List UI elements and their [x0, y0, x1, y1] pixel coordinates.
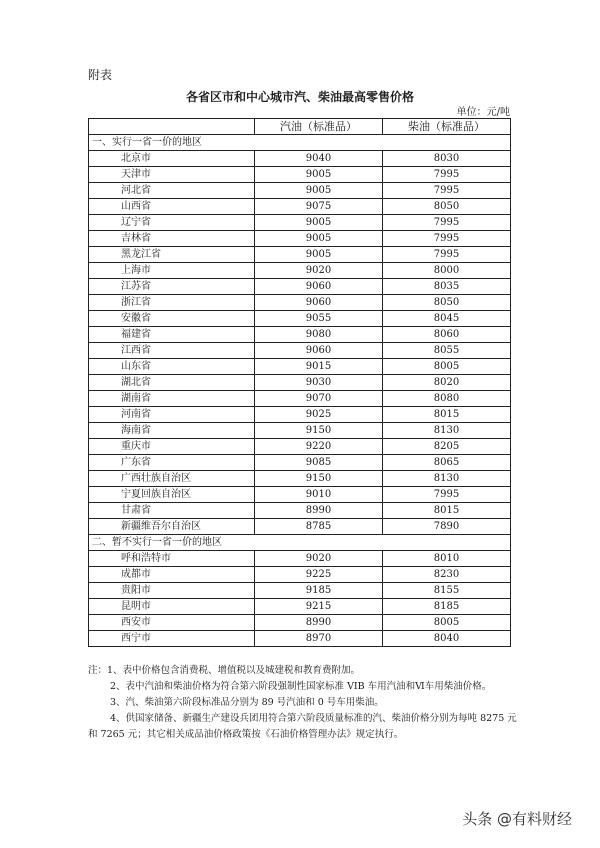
gasoline-price-cell: 9080 — [255, 327, 383, 343]
diesel-price-cell: 8000 — [383, 263, 511, 279]
table-row — [89, 423, 511, 439]
diesel-price-cell: 7995 — [383, 231, 511, 247]
table-header-row — [89, 119, 511, 135]
diesel-price-cell: 8010 — [383, 551, 511, 567]
region-cell: 天津市 — [89, 167, 255, 183]
region-cell: 重庆市 — [89, 439, 255, 455]
region-cell: 西宁市 — [89, 631, 255, 647]
header-gasoline: 汽油（标准品） — [255, 119, 383, 135]
diesel-price-cell: 7995 — [383, 167, 511, 183]
region-cell: 西安市 — [89, 615, 255, 631]
table-row — [89, 471, 511, 487]
table-row — [89, 167, 511, 183]
gasoline-price-cell: 9150 — [255, 471, 383, 487]
table-row — [89, 407, 511, 423]
table-row — [89, 295, 511, 311]
table-row — [89, 631, 511, 647]
gasoline-price-cell: 9010 — [255, 487, 383, 503]
note-2: 2、表中汽油和柴油价格为符合第六阶段强制性国家标准 VIB 车用汽油和Ⅵ车用柴油价格。 — [110, 681, 492, 692]
table-row — [89, 487, 511, 503]
region-cell: 呼和浩特市 — [89, 551, 255, 567]
table-row — [89, 567, 511, 583]
price-table — [88, 118, 511, 647]
table-row — [89, 503, 511, 519]
gasoline-price-cell: 9185 — [255, 583, 383, 599]
diesel-price-cell: 8130 — [383, 471, 511, 487]
gasoline-price-cell: 9060 — [255, 295, 383, 311]
diesel-price-cell: 8130 — [383, 423, 511, 439]
notes — [88, 663, 518, 743]
region-cell: 宁夏回族自治区 — [89, 487, 255, 503]
diesel-price-cell: 8065 — [383, 455, 511, 471]
table-row — [89, 439, 511, 455]
gasoline-price-cell: 8990 — [255, 615, 383, 631]
diesel-price-cell: 7995 — [383, 487, 511, 503]
note-1: 注：1、表中价格包含消费税、增值税以及城建税和教育费附加。 — [88, 665, 361, 676]
region-cell: 河北省 — [89, 183, 255, 199]
table-row — [89, 615, 511, 631]
diesel-price-cell: 8005 — [383, 359, 511, 375]
gasoline-price-cell: 9015 — [255, 359, 383, 375]
table-row — [89, 231, 511, 247]
gasoline-price-cell: 9005 — [255, 215, 383, 231]
table-row — [89, 599, 511, 615]
region-cell: 辽宁省 — [89, 215, 255, 231]
region-cell: 昆明市 — [89, 599, 255, 615]
gasoline-price-cell: 9020 — [255, 263, 383, 279]
table-row — [89, 327, 511, 343]
table-row — [89, 183, 511, 199]
diesel-price-cell: 8045 — [383, 311, 511, 327]
gasoline-price-cell: 9085 — [255, 455, 383, 471]
gasoline-price-cell: 8970 — [255, 631, 383, 647]
diesel-price-cell: 7890 — [383, 519, 511, 535]
table-row — [89, 199, 511, 215]
diesel-price-cell: 8015 — [383, 407, 511, 423]
diesel-price-cell: 8015 — [383, 503, 511, 519]
diesel-price-cell: 8205 — [383, 439, 511, 455]
section-row — [89, 135, 511, 151]
gasoline-price-cell: 9025 — [255, 407, 383, 423]
unit-label: 单位：元/吨 — [456, 107, 510, 118]
region-cell: 浙江省 — [89, 295, 255, 311]
diesel-price-cell: 8230 — [383, 567, 511, 583]
gasoline-price-cell: 9005 — [255, 247, 383, 263]
diesel-price-cell: 7995 — [383, 183, 511, 199]
gasoline-price-cell: 9070 — [255, 391, 383, 407]
region-cell: 江苏省 — [89, 279, 255, 295]
diesel-price-cell: 8050 — [383, 295, 511, 311]
region-cell: 吉林省 — [89, 231, 255, 247]
section-label: 一、实行一省一价的地区 — [89, 135, 511, 151]
table-row — [89, 343, 511, 359]
section-row — [89, 535, 511, 551]
region-cell: 上海市 — [89, 263, 255, 279]
attachment-label: 附表 — [88, 68, 113, 82]
region-cell: 福建省 — [89, 327, 255, 343]
table-row — [89, 311, 511, 327]
gasoline-price-cell: 9040 — [255, 151, 383, 167]
gasoline-price-cell: 9030 — [255, 375, 383, 391]
diesel-price-cell: 8005 — [383, 615, 511, 631]
section-label: 二、暂不实行一省一价的地区 — [89, 535, 511, 551]
region-cell: 成都市 — [89, 567, 255, 583]
region-cell: 广西壮族自治区 — [89, 471, 255, 487]
region-cell: 贵阳市 — [89, 583, 255, 599]
region-cell: 山西省 — [89, 199, 255, 215]
region-cell: 甘肃省 — [89, 503, 255, 519]
region-cell: 北京市 — [89, 151, 255, 167]
diesel-price-cell: 8185 — [383, 599, 511, 615]
gasoline-price-cell: 9220 — [255, 439, 383, 455]
gasoline-price-cell: 8785 — [255, 519, 383, 535]
region-cell: 江西省 — [89, 343, 255, 359]
header-region — [89, 119, 255, 135]
header-diesel: 柴油（标准品） — [383, 119, 511, 135]
diesel-price-cell: 7995 — [383, 247, 511, 263]
table-row — [89, 551, 511, 567]
table-row — [89, 247, 511, 263]
diesel-price-cell: 8035 — [383, 279, 511, 295]
table-row — [89, 455, 511, 471]
note-3: 3、汽、柴油第六阶段标准品分别为 89 号汽油和 0 号车用柴油。 — [110, 697, 384, 708]
table-row — [89, 583, 511, 599]
watermark: 头条 @有料财经 — [462, 810, 572, 828]
gasoline-price-cell: 9055 — [255, 311, 383, 327]
diesel-price-cell: 8020 — [383, 375, 511, 391]
table-row — [89, 279, 511, 295]
table-row — [89, 519, 511, 535]
diesel-price-cell: 8080 — [383, 391, 511, 407]
table-title: 各省区市和中心城市汽、柴油最高零售价格 — [185, 90, 414, 104]
table-row — [89, 263, 511, 279]
region-cell: 安徽省 — [89, 311, 255, 327]
diesel-price-cell: 8060 — [383, 327, 511, 343]
note-4: 4、供国家储备、新疆生产建设兵团用符合第六阶段质量标准的汽、柴油价格分别为每吨 8275 元和 7265 元；其它相关成品油价格政策按《石油价格管理办法》规定执行。 — [88, 713, 517, 740]
diesel-price-cell: 8050 — [383, 199, 511, 215]
gasoline-price-cell: 9005 — [255, 167, 383, 183]
table-row — [89, 375, 511, 391]
diesel-price-cell: 8155 — [383, 583, 511, 599]
region-cell: 海南省 — [89, 423, 255, 439]
gasoline-price-cell: 9005 — [255, 183, 383, 199]
table-row — [89, 151, 511, 167]
region-cell: 山东省 — [89, 359, 255, 375]
gasoline-price-cell: 9215 — [255, 599, 383, 615]
gasoline-price-cell: 9005 — [255, 231, 383, 247]
region-cell: 湖北省 — [89, 375, 255, 391]
table-row — [89, 215, 511, 231]
diesel-price-cell: 8030 — [383, 151, 511, 167]
gasoline-price-cell: 9060 — [255, 343, 383, 359]
region-cell: 河南省 — [89, 407, 255, 423]
diesel-price-cell: 8055 — [383, 343, 511, 359]
gasoline-price-cell: 9150 — [255, 423, 383, 439]
diesel-price-cell: 7995 — [383, 215, 511, 231]
region-cell: 新疆维吾尔自治区 — [89, 519, 255, 535]
table-row — [89, 359, 511, 375]
diesel-price-cell: 8040 — [383, 631, 511, 647]
gasoline-price-cell: 9060 — [255, 279, 383, 295]
gasoline-price-cell: 9075 — [255, 199, 383, 215]
table-row — [89, 391, 511, 407]
gasoline-price-cell: 9020 — [255, 551, 383, 567]
region-cell: 广东省 — [89, 455, 255, 471]
gasoline-price-cell: 8990 — [255, 503, 383, 519]
region-cell: 湖南省 — [89, 391, 255, 407]
gasoline-price-cell: 9225 — [255, 567, 383, 583]
region-cell: 黑龙江省 — [89, 247, 255, 263]
